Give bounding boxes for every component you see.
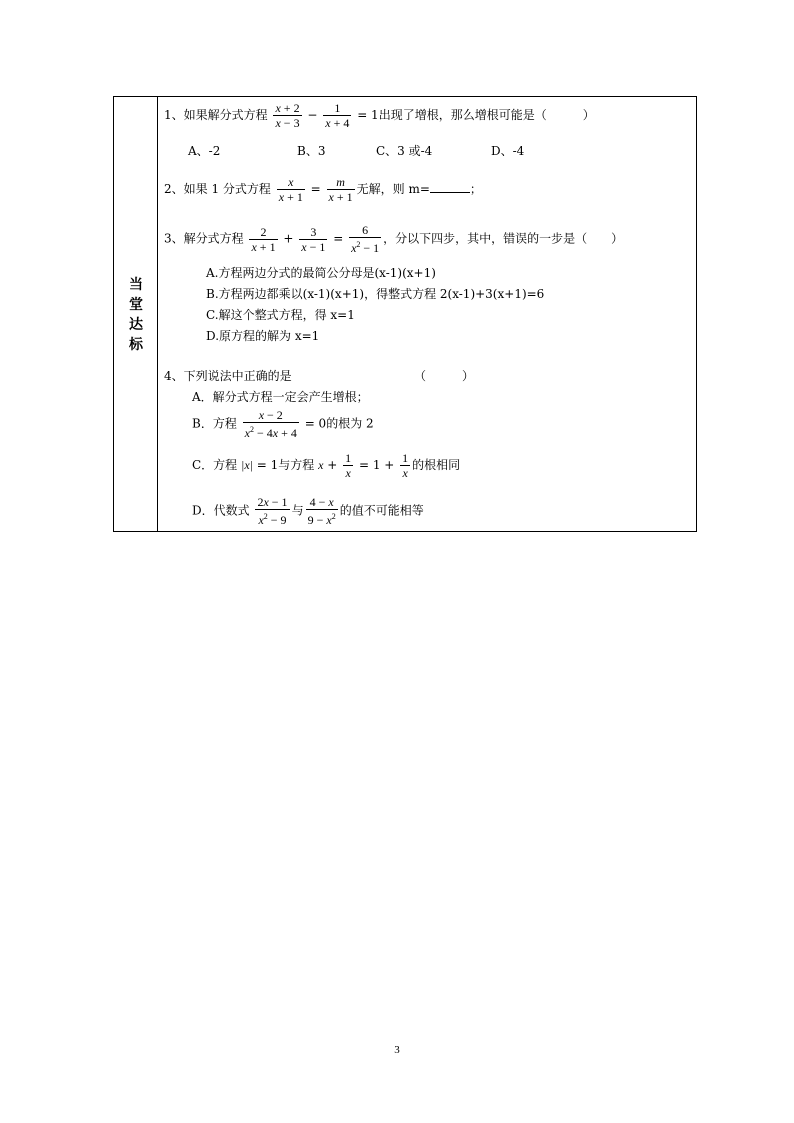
q4-option-d <box>192 495 424 527</box>
q4-c-fraction-1: $\frac{1}{x}$ <box>345 451 352 480</box>
questions-area <box>164 97 690 531</box>
q1-fraction-1: $\frac{x + 2}{x - 3}$ <box>275 101 300 130</box>
q2-mid: 无解，则 m= <box>356 182 430 196</box>
q3-fraction-2: $\frac{3}{x - 1}$ <box>301 224 326 254</box>
q4-answer-paren: （ ） <box>414 369 475 383</box>
q4-b-prefix: B．方程 <box>192 416 237 431</box>
page-number: 3 <box>394 1044 400 1056</box>
q2-prefix: 2、如果 1 分式方程 <box>164 182 271 196</box>
q1-option-a: A、-2 <box>188 144 221 158</box>
q1-option-d: D、-4 <box>491 144 525 158</box>
q4-b-suffix: 的根为 2 <box>326 416 374 431</box>
q4-b-fraction: $\frac{x - 2}{x^2 - 4x + 4}$ <box>244 408 297 440</box>
q3-step-d: D.原方程的解为 x=1 <box>206 329 320 343</box>
question-1: 1、如果解分式方程 $\frac{x + 2}{x - 3}$ − $\frac{1}{x + 4}$ = 1出现了增根，那么增根可能是（ ） <box>164 101 595 130</box>
q4-d-mid: 与 <box>291 503 304 518</box>
q4-c-prefix: C．方程 <box>192 458 238 472</box>
q2-fraction-1: $\frac{x}{x + 1}$ <box>278 175 303 204</box>
q4-d-prefix: D．代数式 <box>192 503 250 518</box>
q1-option-b: B、3 <box>297 144 326 158</box>
answer-blank <box>430 182 470 193</box>
q3-prefix: 3、解分式方程 <box>164 231 244 246</box>
q3-step-a: A.方程两边分式的最简公分母是(x-1)(x+1) <box>206 266 436 280</box>
q1-prefix: 1、如果解分式方程 <box>164 108 268 122</box>
q4-c-mid: 与方程 <box>278 458 315 472</box>
q4-c-fraction-2: $\frac{1}{x}$ <box>402 451 409 480</box>
question-3: 3、解分式方程 $\frac{2}{x + 1}$ + $\frac{3}{x - 1}$ = $\frac{6}{x^2 - 1}$ ，分以下四步，其中，错误的一步是（ ） <box>164 223 624 255</box>
q4-d-fraction-2: $\frac{4 - x}{9 - x^2}$ <box>307 495 336 527</box>
q3-fraction-3: $\frac{6}{x^2 - 1}$ <box>351 223 380 255</box>
q2-suffix: ； <box>469 182 482 196</box>
q1-fraction-2: $\frac{1}{x + 4}$ <box>325 101 350 130</box>
question-4 <box>164 368 292 384</box>
q3-fraction-1: $\frac{2}{x + 1}$ <box>251 224 276 254</box>
q4-c-suffix: 的根相同 <box>412 458 461 472</box>
q1-suffix: 出现了增根，那么增根可能是（ ） <box>378 108 595 122</box>
q4-option-b: B．方程 $\frac{x - 2}{x^2 - 4x + 4}$ = 0的根为 2 <box>192 408 374 440</box>
q3-suffix: ，分以下四步，其中，错误的一步是（ ） <box>383 231 624 246</box>
q2-fraction-2: $\frac{m}{x + 1}$ <box>328 175 353 204</box>
q3-step-b: B.方程两边都乘以(x-1)(x+1)，得整式方程 2(x-1)+3(x+1)=6 <box>206 287 545 301</box>
q4-d-suffix: 的值不可能相等 <box>339 503 424 518</box>
side-column <box>114 97 158 531</box>
question-2: 2、如果 1 分式方程 $\frac{x}{x + 1}$ = $\frac{m}{x + 1}$ 无解，则 m= ； <box>164 175 482 204</box>
exercise-table <box>113 96 697 532</box>
section-title: 当 堂 达 标 <box>129 277 143 353</box>
q4-d-fraction-1: $\frac{2x - 1}{x^2 - 9}$ <box>257 495 288 527</box>
q3-step-c: C.解这个整式方程，得 x=1 <box>206 308 355 322</box>
q4-stem: 4、下列说法中正确的是 <box>164 369 292 383</box>
q4-option-c: C．方程 |x| = 1与方程 x + $\frac{1}{x}$ = 1 + $\frac{1}{x}$ 的根相同 <box>192 451 461 480</box>
q1-option-c: C、3 或-4 <box>376 144 433 158</box>
q4-option-a: A．解分式方程一定会产生增根； <box>192 390 369 404</box>
